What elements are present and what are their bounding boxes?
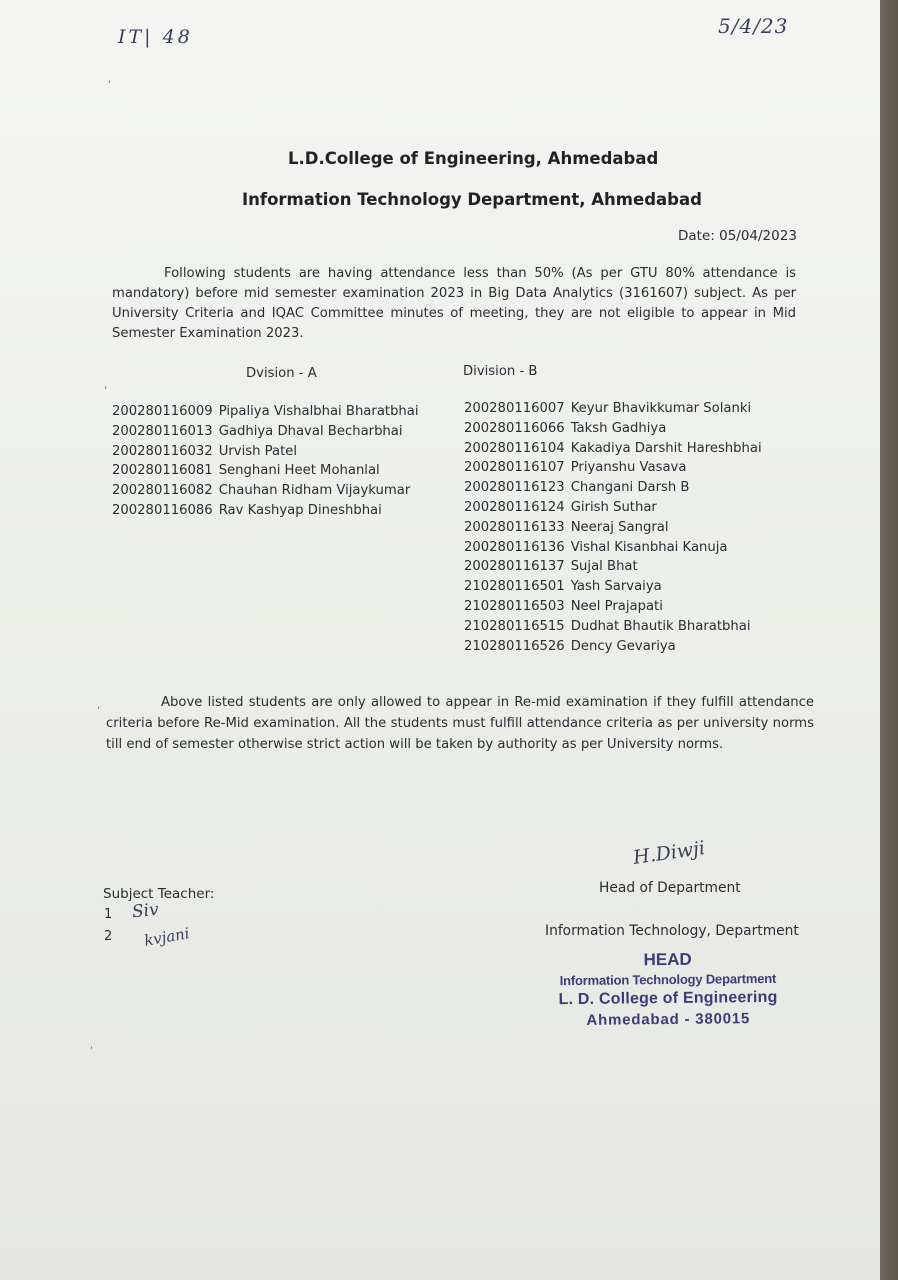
roll-number: 200280116066 <box>464 420 565 436</box>
student-name: Neel Prajapati <box>570 598 663 614</box>
roll-number: 200280116013 <box>112 423 213 439</box>
paper-speck: , <box>97 700 101 711</box>
roll-number: 210280116515 <box>464 618 565 634</box>
roll-number: 200280116123 <box>464 480 565 496</box>
student-name: Keyur Bhavikkumar Solanki <box>570 401 752 416</box>
roll-number: 200280116009 <box>112 404 213 419</box>
student-name: Neeraj Sangral <box>570 519 669 535</box>
roll-number: 200280116007 <box>464 401 565 416</box>
student-row <box>464 458 762 478</box>
student-name: Kakadiya Darshit Hareshbhai <box>570 440 762 456</box>
teacher-signature-2: kvjani <box>142 924 191 950</box>
teacher-number-1: 1 <box>104 907 113 922</box>
student-row <box>464 419 762 439</box>
notice-date: Date: 05/04/2023 <box>678 228 797 244</box>
student-name: Sujal Bhat <box>570 559 638 575</box>
roll-number: 200280116133 <box>464 519 565 535</box>
college-title: L.D.College of Engineering, Ahmedabad <box>288 149 659 168</box>
it-department-label: Information Technology, Department <box>545 923 799 939</box>
stamp-line-city: Ahmedabad - 380015 <box>586 1010 751 1029</box>
roll-number: 200280116107 <box>464 460 565 476</box>
student-name: Rav Kashyap Dineshbhai <box>218 502 382 518</box>
roll-number: 200280116082 <box>112 483 213 499</box>
student-name: Dudhat Bhautik Bharatbhai <box>570 618 751 634</box>
handwritten-reference: IT| 48 <box>118 26 193 48</box>
hod-signature: H.Diwji <box>631 837 707 869</box>
roll-number: 210280116503 <box>464 598 565 614</box>
student-row <box>464 399 762 419</box>
student-row <box>464 439 762 459</box>
intro-paragraph-text: Following students are having attendance less than 50% (As per GTU 80% attendance is mandatory) before mid semester examination 2023 in Big Data Analytics (3161607) subject. As per University Criteria and IQAC Committee minutes of meeting, they are not eligible to appear in Mid Semester Examination 2023. <box>112 266 796 341</box>
student-row <box>112 422 419 442</box>
student-name: Pipaliya Vishalbhai Bharatbhai <box>218 404 419 419</box>
teacher-number-2: 2 <box>104 929 113 944</box>
student-row <box>112 481 419 501</box>
closing-paragraph <box>106 692 814 755</box>
student-row <box>112 442 419 462</box>
hod-label: Head of Department <box>599 880 741 896</box>
roll-number: 200280116136 <box>464 539 565 555</box>
student-row <box>464 597 762 617</box>
student-row <box>112 501 419 521</box>
paper-speck: , <box>108 74 112 85</box>
student-row <box>112 402 419 422</box>
division-b-heading: Division - B <box>463 364 538 379</box>
teacher-signature-1: Siv <box>131 899 160 923</box>
roll-number: 200280116104 <box>464 440 565 456</box>
student-name: Senghani Heet Mohanlal <box>218 463 380 479</box>
student-name: Dency Gevariya <box>570 638 676 654</box>
student-row <box>112 461 419 481</box>
roll-number: 200280116081 <box>112 463 213 479</box>
closing-paragraph-text: Above listed students are only allowed to appear in Re-mid examination if they fulfill attendance criteria before Re-Mid examination. All the students must fulfill attendance criteria as per university norms till end of semester otherwise strict action will be taken by authority as per University norms. <box>106 695 814 752</box>
department-stamp <box>542 949 795 1032</box>
student-row <box>464 478 762 498</box>
roll-number: 200280116124 <box>464 499 565 515</box>
intro-paragraph <box>112 264 796 344</box>
roll-number: 200280116137 <box>464 559 565 575</box>
paper-speck: , <box>90 1040 94 1051</box>
stamp-line-college: L. D. College of Engineering <box>558 988 778 1009</box>
student-name: Urvish Patel <box>218 443 298 459</box>
student-name: Vishal Kisanbhai Kanuja <box>570 539 728 555</box>
student-name: Priyanshu Vasava <box>570 460 687 476</box>
student-row <box>464 518 762 538</box>
division-a-list <box>112 402 419 521</box>
student-name: Taksh Gadhiya <box>570 420 667 436</box>
student-row <box>464 617 762 637</box>
student-name: Girish Suthar <box>570 499 657 515</box>
roll-number: 200280116086 <box>112 502 213 518</box>
paper-speck: , <box>104 380 108 391</box>
student-row <box>464 538 762 558</box>
subject-teacher-label: Subject Teacher: <box>103 886 215 902</box>
student-name: Chauhan Ridham Vijaykumar <box>218 483 411 499</box>
division-b-list <box>464 399 762 656</box>
student-name: Yash Sarvaiya <box>570 579 662 595</box>
department-title: Information Technology Department, Ahmedabad <box>242 190 702 209</box>
student-name: Changani Darsh B <box>570 480 690 496</box>
roll-number: 210280116526 <box>464 638 565 654</box>
handwritten-date: 5/4/23 <box>718 14 789 38</box>
stamp-line-head: HEAD <box>643 949 692 970</box>
roll-number: 210280116501 <box>464 579 565 595</box>
student-row <box>464 557 762 577</box>
student-row <box>464 577 762 597</box>
roll-number: 200280116032 <box>112 443 213 459</box>
student-row <box>464 637 762 657</box>
division-a-heading: Dvision - A <box>246 366 317 381</box>
stamp-line-department: Information Technology Department <box>559 970 777 989</box>
student-row <box>464 498 762 518</box>
student-name: Gadhiya Dhaval Becharbhai <box>218 423 403 439</box>
